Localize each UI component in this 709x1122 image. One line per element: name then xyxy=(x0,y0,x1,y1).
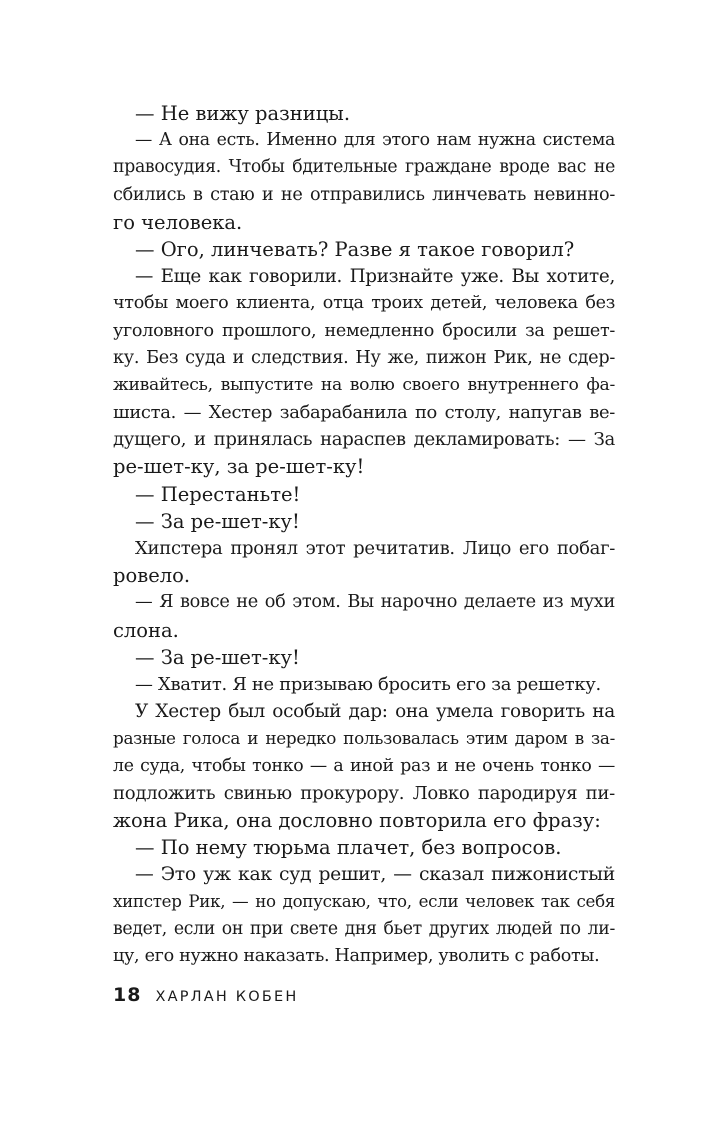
text-line: — Не вижу разницы. xyxy=(135,102,351,125)
text-line: ре-шет-ку, за ре-шет-ку! xyxy=(113,455,365,479)
text-line: уголовного прошлого, немедленно бросили за решет- xyxy=(113,320,615,341)
page-footer xyxy=(113,984,299,1006)
text-line: го человека. xyxy=(113,210,243,234)
text-line: — Хватит. Я не призываю бросить его за решетку. xyxy=(135,673,601,695)
text-line: подложить свинью прокурору. Ловко пародируя пи- xyxy=(113,782,615,804)
text-line: ровело. xyxy=(113,564,191,588)
text-line: У Хестер был особый дар: она умела говорить на xyxy=(135,701,615,723)
text-line: — За ре-шет-ку! xyxy=(135,645,300,669)
text-line: цу, его нужно наказать. Например, уволить с работы. xyxy=(113,945,600,966)
text-line: — Еще как говорили. Признайте уже. Вы хотите, xyxy=(135,266,615,288)
running-head-author: ХАРЛАН КОБЕН xyxy=(155,989,299,1005)
text-line: — Ого, линчевать? Разве я такое говорил? xyxy=(135,237,575,261)
text-line: — А она есть. Именно для этого нам нужна система xyxy=(135,130,615,151)
text-line: ку. Без суда и следствия. Ну же, пижон Рик, не сдер- xyxy=(113,347,615,368)
body-text xyxy=(113,100,615,970)
text-line: разные голоса и нередко пользовалась этим даром в за- xyxy=(113,728,615,749)
text-line: — Я вовсе не об этом. Вы нарочно делаете из мухи xyxy=(135,592,615,613)
text-line: шиста. — Хестер забарабанила по столу, напугав ве- xyxy=(113,402,615,424)
text-line: — Перестаньте! xyxy=(135,482,301,506)
text-line: — По нему тюрьма плачет, без вопросов. xyxy=(135,836,562,860)
text-line: жона Рика, она дословно повторила его фразу: xyxy=(113,808,601,832)
text-line: — Это уж как суд решит, — сказал пижонистый xyxy=(135,864,615,886)
text-line: слона. xyxy=(113,618,179,642)
text-line: ле суда, чтобы тонко — а иной раз и не очень тонко — xyxy=(113,755,615,776)
text-line: сбились в стаю и не отправились линчевать невинно- xyxy=(113,184,615,205)
page-number: 18 xyxy=(113,984,142,1006)
text-line: чтобы моего клиента, отца троих детей, человека без xyxy=(113,293,615,314)
text-line: хипстер Рик, — но допускаю, что, если человек так себя xyxy=(113,892,615,912)
text-line: Хипстера пронял этот речитатив. Лицо его побаг- xyxy=(135,538,615,559)
text-line: живайтесь, выпустите на волю своего внутреннего фа- xyxy=(113,374,615,395)
text-line: ведет, если он при свете дня бьет других людей по ли- xyxy=(113,918,615,939)
text-line: правосудия. Чтобы бдительные граждане вроде вас не xyxy=(113,157,615,178)
text-line: — За ре-шет-ку! xyxy=(135,509,300,533)
text-line: дущего, и принялась нараспев декламировать: — За xyxy=(113,429,615,451)
